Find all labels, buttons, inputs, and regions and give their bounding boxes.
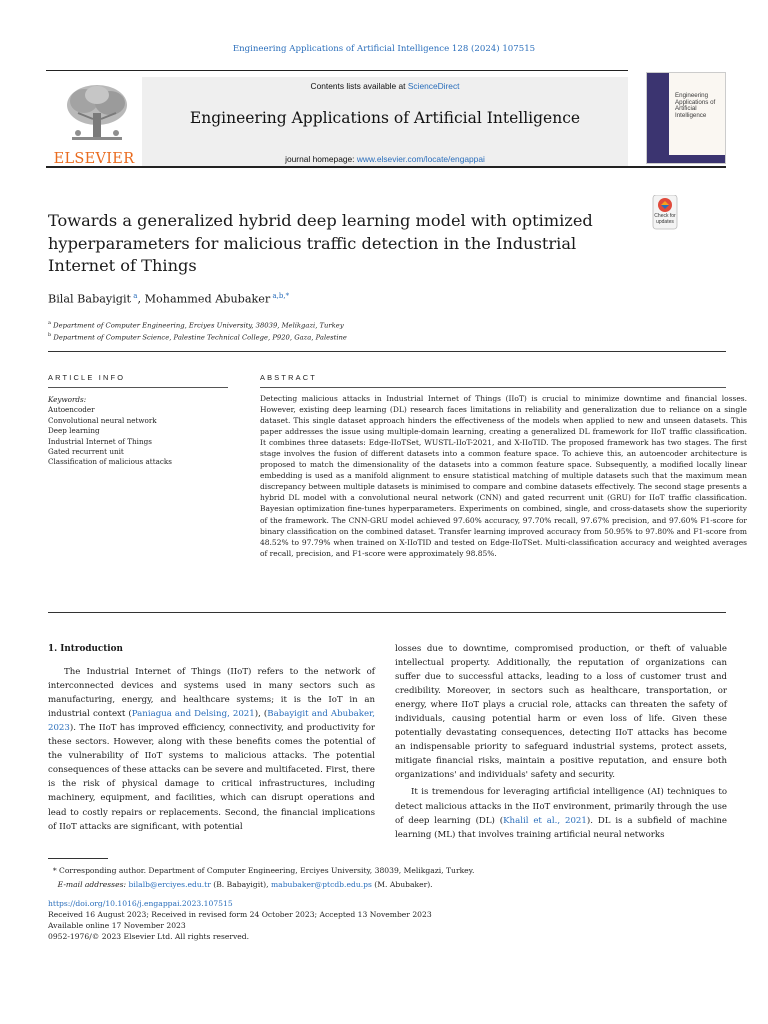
- elsevier-wordmark: ELSEVIER: [53, 151, 135, 167]
- keyword: Autoencoder: [48, 405, 95, 415]
- body-paragraph: It is tremendous for leveraging artificial intelligence (AI) techniques to detect malicious attacks in the IIoT environment, primarily through the use of deep learning (DL) (Khalil et al., 2021). DL is a subfield of machine learning (ML) that involves training artificial neural networks: [395, 787, 728, 840]
- body-column-right: [395, 642, 727, 842]
- sciencedirect-link[interactable]: ScienceDirect: [407, 81, 460, 91]
- email-note: E-mail addresses: bilalb@erciyes.edu.tr (B. Babayigit), mabubaker@ptcdb.edu.ps (M. Abubaker).: [57, 879, 433, 889]
- abstract-heading: ABSTRACT: [260, 373, 318, 382]
- affiliation-a: $^a$ Department of Computer Engineering, Erciyes University, 38039, Melikgazi, Turkey: [48, 320, 344, 330]
- keyword: Deep learning: [48, 426, 100, 436]
- author-list: [48, 292, 289, 306]
- keyword: Gated recurrent unit: [48, 447, 124, 457]
- corresponding-author-note: * Corresponding author. Department of Computer Engineering, Erciyes University, 38039, Melikgazi, Turkey.: [52, 866, 475, 875]
- citation-link[interactable]: Khalil et al., 2021: [503, 815, 587, 826]
- author-name[interactable]: Bilal Babayigit: [48, 292, 132, 306]
- affiliation-marker[interactable]: a: [133, 292, 138, 300]
- abstract-rule: [260, 387, 726, 388]
- keyword: Industrial Internet of Things: [48, 436, 152, 446]
- footnote-rule: [48, 858, 108, 859]
- doi-link[interactable]: https://doi.org/10.1016/j.engappai.2023.107515: [48, 899, 233, 908]
- tree-icon: [64, 83, 130, 143]
- citation-link[interactable]: Paniagua and Delsing, 2021: [131, 709, 255, 720]
- abstract-divider: [48, 612, 726, 613]
- journal-cover-thumbnail[interactable]: [646, 72, 726, 164]
- elsevier-logo[interactable]: [46, 77, 142, 169]
- cover-title: Engineering Applications of Artificial Intelligence: [675, 92, 716, 119]
- affiliation-b: $^b$ Department of Computer Science, Palestine Technical College, P920, Gaza, Palestine: [48, 332, 347, 342]
- article-info-heading: ARTICLE INFO: [48, 373, 126, 382]
- author-name[interactable]: Mohammed Abubaker: [144, 292, 271, 306]
- check-for-updates-label[interactable]: Check for updates: [654, 213, 676, 225]
- affiliations: [48, 318, 347, 343]
- keyword: Convolutional neural network: [48, 415, 157, 425]
- article-metadata: [48, 898, 728, 942]
- homepage-line: [142, 154, 628, 164]
- body-column-left: [48, 642, 375, 834]
- journal-reference[interactable]: Engineering Applications of Artificial Intelligence 128 (2024) 107515: [232, 44, 536, 54]
- affiliation-marker[interactable]: a,b,*: [272, 292, 290, 300]
- journal-masthead: [46, 70, 628, 168]
- cover-stripe: [647, 73, 669, 163]
- masthead-panel: [142, 77, 628, 167]
- citation-link[interactable]: Babayigit and Abubaker, 2023: [48, 709, 375, 734]
- body-paragraph: The Industrial Internet of Things (IIoT) refers to the network of interconnected devices and systems used in many sectors such as manufacturing, energy, and healthcare systems; it is the IoT in an industrial context (Paniagua and Delsing, 2021), (Babayigit and Abubaker, 2023). The IIoT has improved efficiency, connectivity, and productivity for these sectors. However, along with these benefits comes the potential of the vulnerability of IIoT systems to malicious attacks. The potential consequences of these attacks can be severe and multifaceted. First, there is the risk of physical damage to critical infrastructures, including machinery, equipment, and facilities, which can disrupt operations and lead to costly repairs or replacements. Second, the financial implications of IIoT attacks are significant, with potential: [48, 667, 375, 832]
- contents-prefix: Contents lists available at: [310, 81, 408, 91]
- received-dates: Received 16 August 2023; Received in revised form 24 October 2023; Accepted 13 November 2023: [48, 910, 432, 919]
- abstract-text: Detecting malicious attacks in Industrial Internet of Things (IIoT) is crucial to minimize downtime and financial losses. However, existing deep learning (DL) research faces limitations in reliability and generalization due to reliance on a single dataset. This single dataset approach hinders the effectiveness of the models when applied to new and unseen datasets. This paper addresses the issue using multiple-domain learning, creating a generalized DL framework for IIoT traffic classification. It combines three datasets: Edge-IIoTSet, WUSTL-IIoT-2021, and X-IIoTID. The proposed framework has two stages. The first stage involves the fusion of different datasets into a common feature space. To achieve this, an autoencoder architecture is proposed to match the dimensionality of the datasets into a common feature space. Subsequently, a modified locally linear embedding is used as a manifold alignment to ensure statistical matching of multiple datasets such that the maximum mean discrepancy between multiple datasets is minimised to compare and combine datasets effectively. The second stage presents a hybrid DL model with a convolutional neural network (CNN) and gated recurrent unit (GRU) for IIoT traffic classification. Bayesian optimization fine-tunes hyperparameters. Experiments on combined, single, and cross-datasets show the superiority of the framework. The CNN-GRU model achieved 97.60% accuracy, 97.70% recall, 97.67% precision, and 97.60% F1-score for binary classification on the combined dataset. Transfer learning improved accuracy from 50.95% to 97.80% and F1-score from 48.52% to 97.79% when trained on X-IIoTID and tested on Edge-IIoTSet. Multi-classification accuracy and weighted averages of recall, precision, and F1-score were approximately 98.85%.: [260, 394, 747, 558]
- article-title: Towards a generalized hybrid deep learning model with optimized hyperparameters for malicious traffic detection in the Industrial Internet of Things: [48, 211, 593, 275]
- copyright-line: 0952-1976/© 2023 Elsevier Ltd. All rights reserved.: [48, 932, 250, 941]
- keyword: Classification of malicious attacks: [48, 457, 172, 467]
- body-paragraph: losses due to downtime, compromised production, or theft of valuable intellectual property. Additionally, the reputation of organizations can suffer due to successful attacks, leading to a loss of customer trust and credibility. Moreover, in sectors such as healthcare, transportation, or energy, where IIoT plays a crucial role, attacks can threaten the safety of individuals, causing potential harm or even loss of life. Given these potentially devastating consequences, detecting IIoT attacks has become an indispensable priority to safeguard industrial systems, protect assets, mitigate financial risks, maintain a positive reputation, and ensure both organizations' and individuals' safety and security.: [395, 644, 727, 781]
- online-date: Available online 17 November 2023: [48, 921, 186, 930]
- header-divider: [48, 351, 726, 352]
- homepage-link[interactable]: www.elsevier.com/locate/engappai: [356, 154, 485, 164]
- email-link[interactable]: mabubaker@ptcdb.edu.ps: [270, 879, 372, 889]
- homepage-prefix: journal homepage:: [285, 154, 357, 164]
- cover-bottom-band: [647, 155, 725, 163]
- contents-line: [142, 81, 628, 91]
- email-link[interactable]: bilalb@erciyes.edu.tr: [128, 879, 211, 889]
- masthead-rule: [46, 166, 726, 168]
- keywords-block: [48, 395, 233, 468]
- article-info-rule: [48, 387, 228, 388]
- author-separator: ,: [137, 292, 145, 306]
- keywords-label: Keywords:: [48, 395, 87, 404]
- journal-name: Engineering Applications of Artificial Intelligence: [189, 109, 581, 127]
- section-heading-introduction: 1. Introduction: [48, 644, 123, 654]
- footnotes: [48, 864, 728, 891]
